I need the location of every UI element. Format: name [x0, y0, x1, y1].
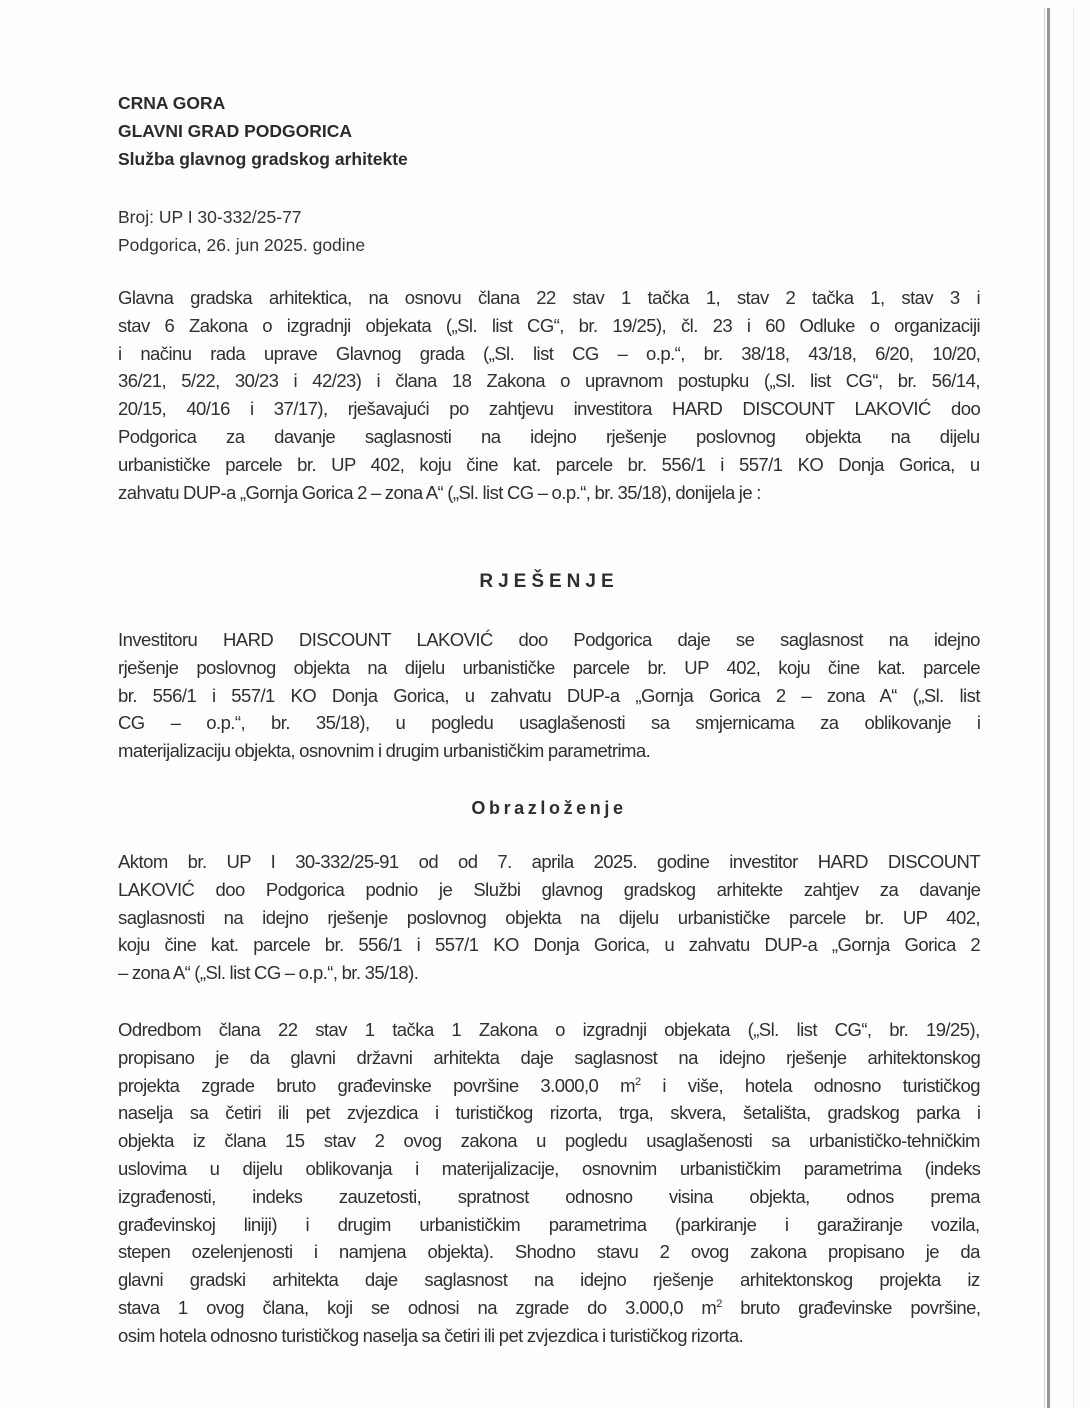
text-line: glavni gradski arhitekta daje saglasnost na idejno rješenje arhitektonskog projekta iz [118, 1269, 980, 1291]
text-line: Aktom br. UP I 30-332/25-91 od od 7. aprila 2025. godine investitor HARD DISCOUNT [118, 851, 981, 872]
text-line: stepen ozelenjenosti i namjena objekta). Shodno stavu 2 ovog zakona propisano je da [118, 1241, 980, 1263]
superscript: 2 [634, 1075, 641, 1088]
text-line: 36/21, 5/22, 30/23 i 42/23) i člana 18 Zakona o upravnom postupku („Sl. list CG“, br. 56/14, [118, 370, 980, 392]
superscript: 2 [716, 1297, 722, 1310]
text-line: naselja sa četiri ili pet zvjezdica i turističkog rizorta, trga, skvera, šetališta, gradskog parka i [118, 1102, 981, 1124]
document-number: Broj: UP I 30-332/25-77 [118, 207, 302, 227]
text-line: objekta iz člana 15 stav 2 ovog zakona u pogledu usaglašenosti sa urbanističko-tehničkim [118, 1130, 980, 1152]
text-line: urbanističke parcele br. UP 402, koju čine kat. parcele br. 556/1 i 557/1 KO Donja Gorica, u [118, 453, 980, 475]
text-line: – zona A“ („Sl. list CG – o.p.“, br. 35/18). [118, 962, 419, 984]
text-line: stav 6 Zakona o izgradnji objekata („Sl. list CG“, br. 19/25), čl. 23 i 60 Odluke o organizaciji [118, 314, 981, 336]
text-line: CG – o.p.“, br. 35/18), u pogledu usaglašenosti sa smjernicama za oblikovanje i [118, 712, 981, 734]
intro-paragraph [118, 284, 980, 506]
text-line [118, 1294, 980, 1322]
scanner-edge-line [1073, 8, 1074, 1408]
header-country: CRNA GORA [118, 93, 226, 113]
text-line: Glavna gradska arhitektica, na osnovu člana 22 stav 1 tačka 1, stav 2 tačka 1, stav 3 i [118, 287, 981, 308]
scanner-edge-line [1044, 8, 1045, 1408]
text-line: propisano je da glavni državni arhitekta daje saglasnost na idejno rješenje arhitektonskog [118, 1046, 981, 1068]
text-line: saglasnosti na idejno rješenje poslovnog objekta na dijelu urbanističke parcele br. UP 402, [118, 906, 981, 928]
text-line: Investitoru HARD DISCOUNT LAKOVIĆ doo Podgorica daje se saglasnost na idejno [118, 629, 980, 650]
text-line: i načinu rada uprave Glavnog grada („Sl. list CG – o.p.“, br. 38/18, 43/18, 6/20, 10/20, [118, 342, 981, 364]
header-city: GLAVNI GRAD PODGORICA [118, 121, 352, 141]
text-fragment: i više, hotela odnosno turističkog [640, 1074, 980, 1096]
text-line: br. 556/1 i 557/1 KO Donja Gorica, u zahvatu DUP-a „Gornja Gorica 2 – zona A“ („Sl. list [118, 684, 980, 706]
decision-heading: RJEŠENJE [479, 571, 619, 592]
text-fragment: stava 1 ovog člana, koji se odnosi na zgrade do 3.000,0 m [118, 1296, 717, 1318]
decision-paragraph [118, 626, 980, 765]
text-line: Odredbom člana 22 stav 1 tačka 1 Zakona o izgradnji objekata („Sl. list CG“, br. 19/25), [118, 1019, 980, 1040]
text-line: zahvatu DUP-a „Gornja Gorica 2 – zona A“ („Sl. list CG – o.p.“, br. 35/18), donijela je : [118, 481, 761, 503]
document-place-date: Podgorica, 26. jun 2025. godine [118, 235, 366, 255]
text-line: materijalizaciju objekta, osnovnim i drugim urbanističkim parametrima. [118, 740, 651, 762]
text-fragment: bruto građevinske površine, [721, 1296, 981, 1318]
reasoning-paragraph-1 [118, 848, 980, 987]
reasoning-heading: Obrazloženje [471, 798, 627, 818]
text-fragment: projekta zgrade bruto građevinske površine 3.000,0 m [118, 1074, 635, 1096]
text-line: rješenje poslovnog objekta na dijelu urbanističke parcele br. UP 402, koju čine kat. parcele [118, 656, 980, 678]
text-line: građevinskoj liniji) i drugim urbanističkim parametrima (parkiranje i garažiranje vozila, [118, 1213, 980, 1235]
text-line: uslovima u dijelu oblikovanja i materijalizacije, osnovnim urbanističkim parametrima (indeks [118, 1157, 981, 1179]
text-line: Podgorica za davanje saglasnosti na idejno rješenje poslovnog objekta na dijelu [118, 425, 980, 447]
text-line: izgrađenosti, indeks zauzetosti, spratnost odnosno visina objekta, odnos prema [118, 1185, 981, 1207]
text-line [118, 1072, 980, 1100]
scanner-edge-line [1047, 8, 1050, 1408]
reasoning-paragraph-2 [118, 1016, 980, 1350]
text-line: LAKOVIĆ doo Podgorica podnio je Službi glavnog gradskog arhitekte zahtjev za davanje [118, 878, 981, 900]
header-office: Služba glavnog gradskog arhitekte [118, 149, 408, 169]
text-line: osim hotela odnosno turističkog naselja sa četiri ili pet zvjezdica i turističkog rizorta. [118, 1324, 744, 1346]
text-line: 20/15, 40/16 i 37/17), rješavajući po zahtjevu investitora HARD DISCOUNT LAKOVIĆ doo [118, 398, 981, 420]
text-line: koju čine kat. parcele br. 556/1 i 557/1 KO Donja Gorica, u zahvatu DUP-a „Gornja Gorica 2 [118, 934, 981, 956]
